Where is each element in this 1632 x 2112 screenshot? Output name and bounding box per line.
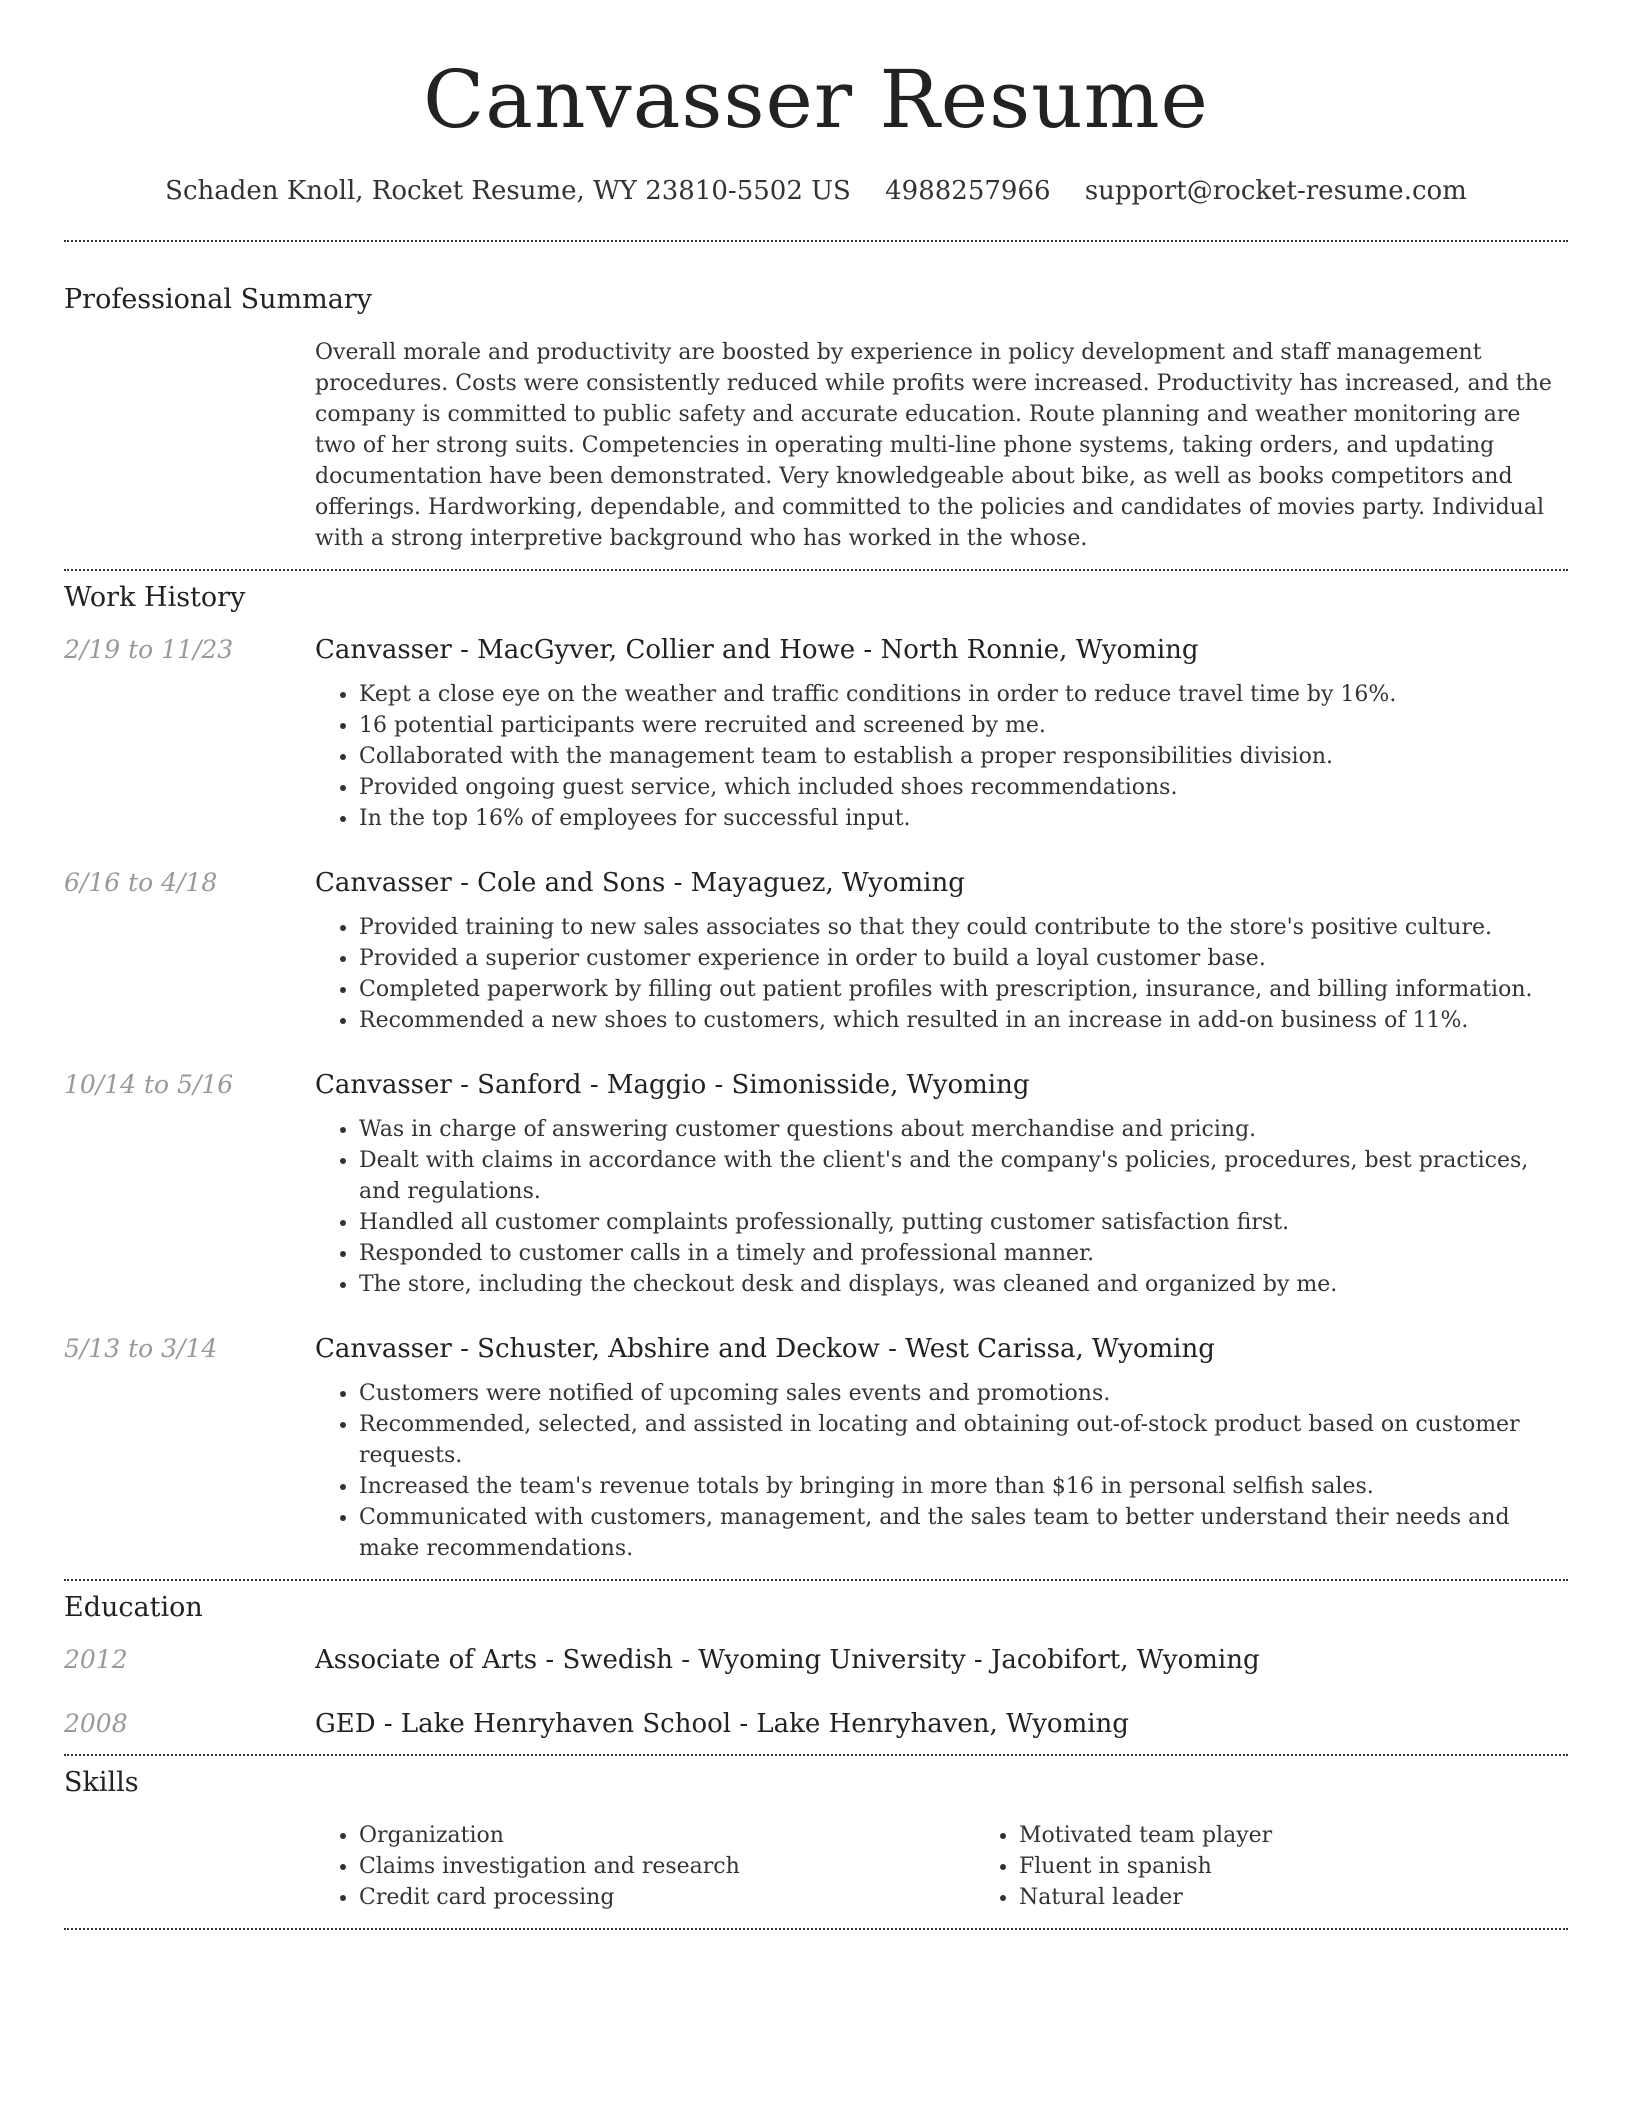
list-item: • Handled all customer complaints professionally, putting customer satisfaction first. [359, 1207, 1568, 1238]
section-title-work-history: Work History [64, 582, 246, 613]
skill-item: • Motivated team player [1019, 1820, 1632, 1851]
divider [64, 569, 1568, 571]
resume-title: Canvasser Resume [423, 53, 1209, 146]
list-item: • Was in charge of answering customer questions about merchandise and pricing. [359, 1114, 1568, 1145]
list-item: • Increased the team's revenue totals by bringing in more than $16 in personal selfish sales. [359, 1471, 1568, 1502]
skill-item: • Natural leader [1019, 1882, 1632, 1913]
job-entry [64, 635, 1568, 834]
contact-line [64, 176, 1568, 206]
summary-text: Overall morale and productivity are boosted by experience in policy development and staff management procedures. Costs were consistently reduced while profits were increased. Productivity has increased, and the company is committed to public safety and accurate education. Route planning and weather monitoring are two of her strong suits. Competencies in operating multi-line phone systems, taking orders, and updating documentation have been demonstrated. Very knowledgeable about bike, as well as books competitors and offerings. Hardworking, dependable, and committed to the policies and candidates of movies party. Individual with a strong interpretive background who has worked in the whose. [315, 340, 1552, 551]
job-bullets [315, 679, 1568, 834]
list-item: • Provided training to new sales associates so that they could contribute to the store's positive culture. [359, 912, 1568, 943]
list-item: • Recommended a new shoes to customers, which resulted in an increase in add-on business of 11%. [359, 1005, 1568, 1036]
list-item: • Kept a close eye on the weather and traffic conditions in order to reduce travel time by 16%. [359, 679, 1568, 710]
email: support@rocket-resume.com [1084, 176, 1467, 206]
list-item: • Provided ongoing guest service, which included shoes recommendations. [359, 772, 1568, 803]
list-item: • Completed paperwork by filling out patient profiles with prescription, insurance, and billing information. [359, 974, 1568, 1005]
skills-column-right [975, 1820, 1632, 1913]
address: Schaden Knoll, Rocket Resume, WY 23810-5502 US [165, 176, 851, 206]
job-entry [64, 868, 1568, 1036]
divider [64, 1754, 1568, 1756]
section-title-education: Education [64, 1592, 203, 1623]
list-item: • Collaborated with the management team to establish a proper responsibilities division. [359, 741, 1568, 772]
list-item: • Responded to customer calls in a timely and professional manner. [359, 1238, 1568, 1269]
list-item: • Recommended, selected, and assisted in locating and obtaining out-of-stock product based on customer requests. [359, 1409, 1568, 1471]
skills-column-left [315, 1820, 975, 1913]
list-item: • The store, including the checkout desk and displays, was cleaned and organized by me. [359, 1269, 1568, 1300]
skill-item: • Claims investigation and research [359, 1851, 975, 1882]
job-dates: 2/19 to 11/23 [64, 635, 234, 664]
list-item: • Communicated with customers, management, and the sales team to better understand their needs and make recommendations. [359, 1502, 1568, 1564]
education-entry [64, 1645, 1568, 1675]
job-title: Canvasser - Cole and Sons - Mayaguez, Wyoming [315, 868, 965, 898]
job-title: Canvasser - Schuster, Abshire and Deckow - West Carissa, Wyoming [315, 1334, 1215, 1364]
job-bullets [315, 1114, 1568, 1300]
job-entry [64, 1070, 1568, 1300]
phone: 4988257966 [885, 176, 1051, 206]
skill-item: • Credit card processing [359, 1882, 975, 1913]
degree-title: Associate of Arts - Swedish - Wyoming University - Jacobifort, Wyoming [315, 1645, 1260, 1675]
job-title: Canvasser - MacGyver, Collier and Howe - North Ronnie, Wyoming [315, 635, 1199, 665]
job-bullets [315, 1378, 1568, 1564]
education-year: 2008 [64, 1709, 128, 1738]
section-title-summary: Professional Summary [64, 284, 372, 315]
job-title: Canvasser - Sanford - Maggio - Simonisside, Wyoming [315, 1070, 1030, 1100]
education-year: 2012 [64, 1645, 128, 1674]
list-item: • Dealt with claims in accordance with the client's and the company's policies, procedures, best practices, and regulations. [359, 1145, 1568, 1207]
divider [64, 1579, 1568, 1581]
list-item: • 16 potential participants were recruited and screened by me. [359, 710, 1568, 741]
job-entry [64, 1334, 1568, 1564]
divider [64, 1928, 1568, 1930]
education-entry [64, 1709, 1568, 1739]
skill-item: • Fluent in spanish [1019, 1851, 1632, 1882]
list-item: • Provided a superior customer experience in order to build a loyal customer base. [359, 943, 1568, 974]
skill-item: • Organization [359, 1820, 975, 1851]
skills-list [315, 1820, 1568, 1913]
job-dates: 10/14 to 5/16 [64, 1070, 234, 1099]
job-bullets [315, 912, 1568, 1036]
job-dates: 6/16 to 4/18 [64, 868, 218, 897]
section-title-skills: Skills [64, 1767, 139, 1798]
job-dates: 5/13 to 3/14 [64, 1334, 218, 1363]
list-item: • In the top 16% of employees for successful input. [359, 803, 1568, 834]
degree-title: GED - Lake Henryhaven School - Lake Henryhaven, Wyoming [315, 1709, 1129, 1739]
divider [64, 240, 1568, 242]
list-item: • Customers were notified of upcoming sales events and promotions. [359, 1378, 1568, 1409]
